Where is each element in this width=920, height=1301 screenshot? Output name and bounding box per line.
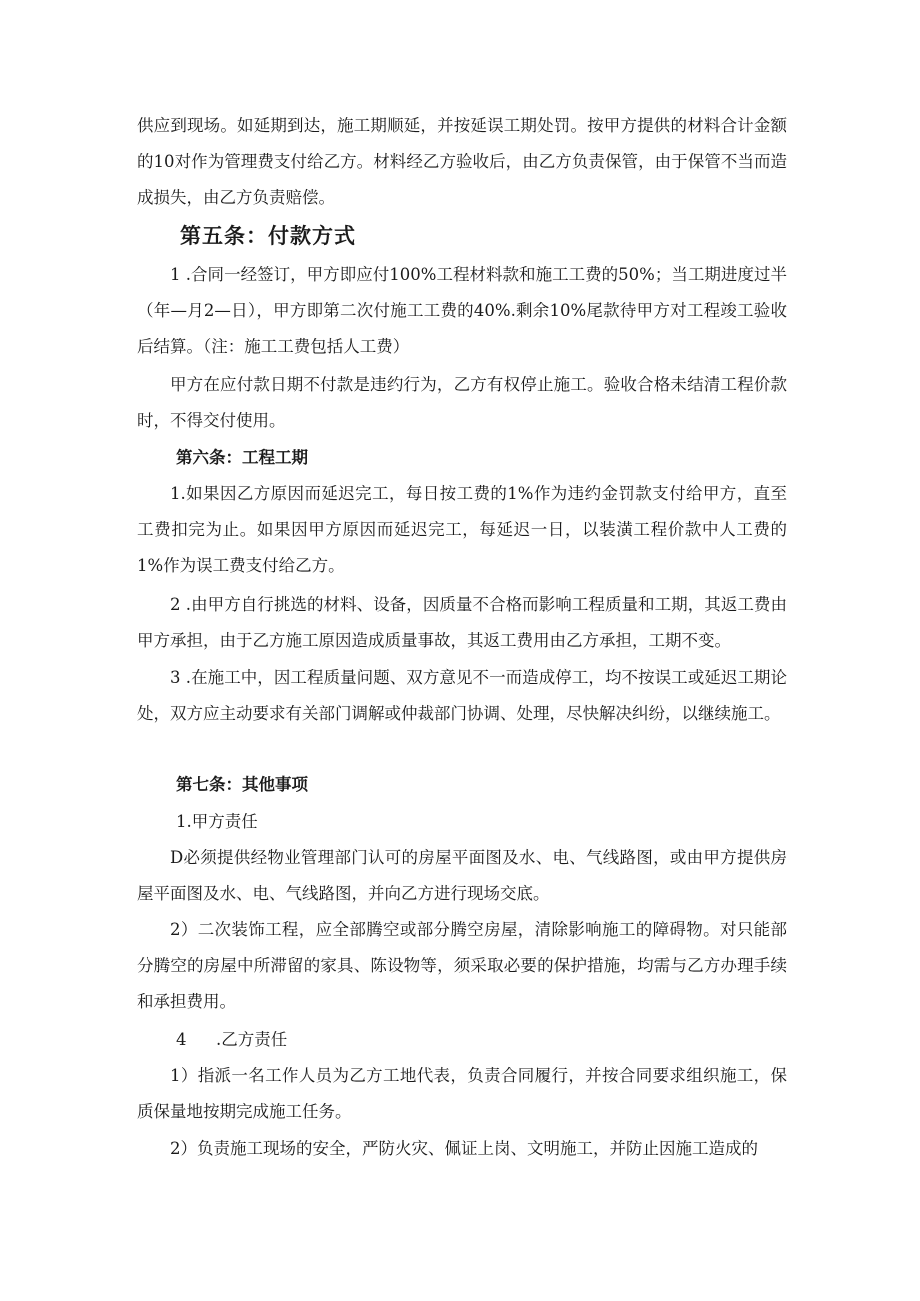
paragraph-payment-default: 甲方在应付款日期不付款是违约行为，乙方有权停止施工。验收合格未结清工程价款时，不得交付使用。 xyxy=(137,375,787,430)
party-b-heading-label: .乙方责任 xyxy=(216,1030,288,1049)
paragraph-delay-penalty: 1.如果因乙方原因而延迟完工，每日按工费的1%作为违约金罚款支付给甲方，直至工费扣完为止。如果因甲方原因而延迟完工，每延迟一日，以装潢工程价款中人工费的1%作为误工费支付给乙方。 xyxy=(137,484,787,575)
paragraph-work-stoppage: 3 .在施工中，因工程质量问题、双方意见不一而造成停工，均不按误工或延迟工期论处，双方应主动要求有关部门调解或仲裁部门协调、处理，尽快解决纠纷，以继续施工。 xyxy=(137,668,787,723)
paragraph-party-b-safety: 2）负责施工现场的安全，严防火灾、佩证上岗、文明施工，并防止因施工造成的 xyxy=(170,1139,758,1158)
article-5-title: 第五条：付款方式 xyxy=(180,223,356,248)
paragraph-material-supply: 供应到现场。如延期到达，施工期顺延，并按延误工期处罚。按甲方提供的材料合计金额的10对作为管理费支付给乙方。材料经乙方验收后，由乙方负责保管，由于保管不当而造成损失，由乙方负责赔偿。 xyxy=(137,116,787,207)
article-6-title: 第六条：工程工期 xyxy=(176,448,308,467)
paragraph-party-a-floor-plan: D必须提供经物业管理部门认可的房屋平面图及水、电、气线路图，或由甲方提供房屋平面图及水、电、气线路图，并向乙方进行现场交底。 xyxy=(137,848,787,903)
paragraph-party-a-clear-space: 2）二次装饰工程，应全部腾空或部分腾空房屋，清除影响施工的障碍物。对只能部分腾空的房屋中所滞留的家具、陈设物等，须采取必要的保护措施，均需与乙方办理手续和承担费用。 xyxy=(137,920,787,1011)
article-7-title: 第七条：其他事项 xyxy=(176,775,308,794)
party-a-responsibility-heading: 1.甲方责任 xyxy=(176,812,258,831)
paragraph-party-b-site-rep: 1）指派一名工作人员为乙方工地代表，负责合同履行，并按合同要求组织施工，保质保量地按期完成施工任务。 xyxy=(137,1066,787,1121)
party-b-responsibility-heading xyxy=(176,1022,287,1058)
paragraph-payment-schedule: 1 .合同一经签订，甲方即应付100%工程材料款和施工工费的50%；当工期进度过半（年—月2—日），甲方即第二次付施工工费的40%.剩余10%尾款待甲方对工程竣工验收后结算。（注：施工工费包括人工费） xyxy=(137,265,787,356)
paragraph-material-quality: 2 .由甲方自行挑选的材料、设备，因质量不合格而影响工程质量和工期，其返工费由甲方承担，由于乙方施工原因造成质量事故，其返工费用由乙方承担，工期不变。 xyxy=(137,595,787,650)
party-b-heading-number: 4 xyxy=(176,1030,187,1049)
